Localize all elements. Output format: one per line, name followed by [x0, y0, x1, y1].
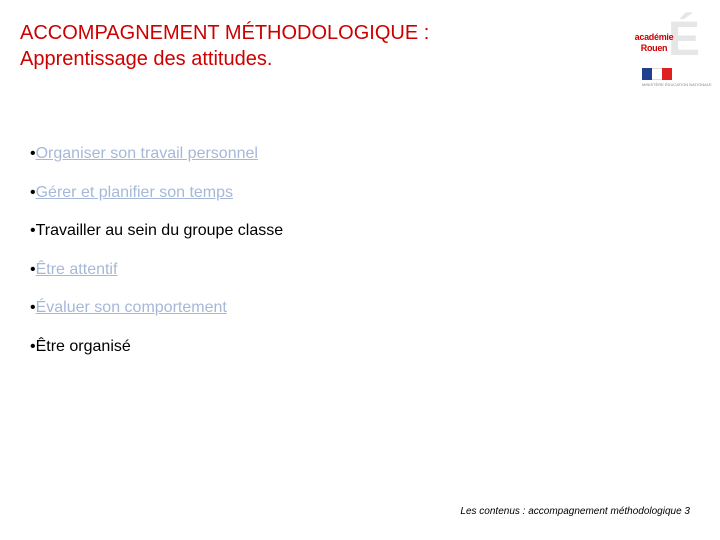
- logo-e-letter: É: [668, 13, 701, 66]
- bullet: •: [30, 183, 36, 201]
- bullet: •: [30, 260, 36, 278]
- list-item: [30, 333, 283, 372]
- list-item[interactable]: [30, 294, 283, 333]
- logo-text: [632, 32, 676, 54]
- academie-rouen-logo: [630, 12, 712, 92]
- item-text: Travailler au sein du groupe classe: [35, 222, 284, 240]
- bullet: •: [30, 299, 36, 317]
- title-line-2: Apprentissage des attitudes.: [20, 48, 273, 70]
- item-link[interactable]: Gérer et planifier son temps: [35, 183, 234, 201]
- logo-line-1: académie: [634, 32, 674, 42]
- item-text: Être organisé: [35, 337, 131, 355]
- item-link[interactable]: Évaluer son comportement: [35, 299, 227, 317]
- bullet: •: [30, 145, 36, 162]
- bullet: •: [30, 337, 36, 355]
- list-item[interactable]: [30, 179, 283, 218]
- bullet: •: [30, 222, 36, 240]
- list-item: [30, 217, 283, 256]
- page-title: [20, 20, 429, 72]
- attitudes-list: [30, 140, 283, 372]
- list-item[interactable]: [30, 256, 283, 295]
- slide-footer: Les contenus : accompagnement méthodologique 3: [460, 506, 690, 517]
- french-flag-icon: [642, 68, 672, 80]
- logo-line-2: Rouen: [640, 43, 668, 53]
- title-line-1: ACCOMPAGNEMENT MÉTHODOLOGIQUE :: [20, 22, 430, 44]
- item-link[interactable]: Organiser son travail personnel: [35, 145, 258, 162]
- item-link[interactable]: Être attentif: [35, 260, 118, 278]
- logo-caption: MINISTÈRE ÉDUCATION NATIONALE: [642, 82, 712, 87]
- list-item[interactable]: [30, 140, 283, 179]
